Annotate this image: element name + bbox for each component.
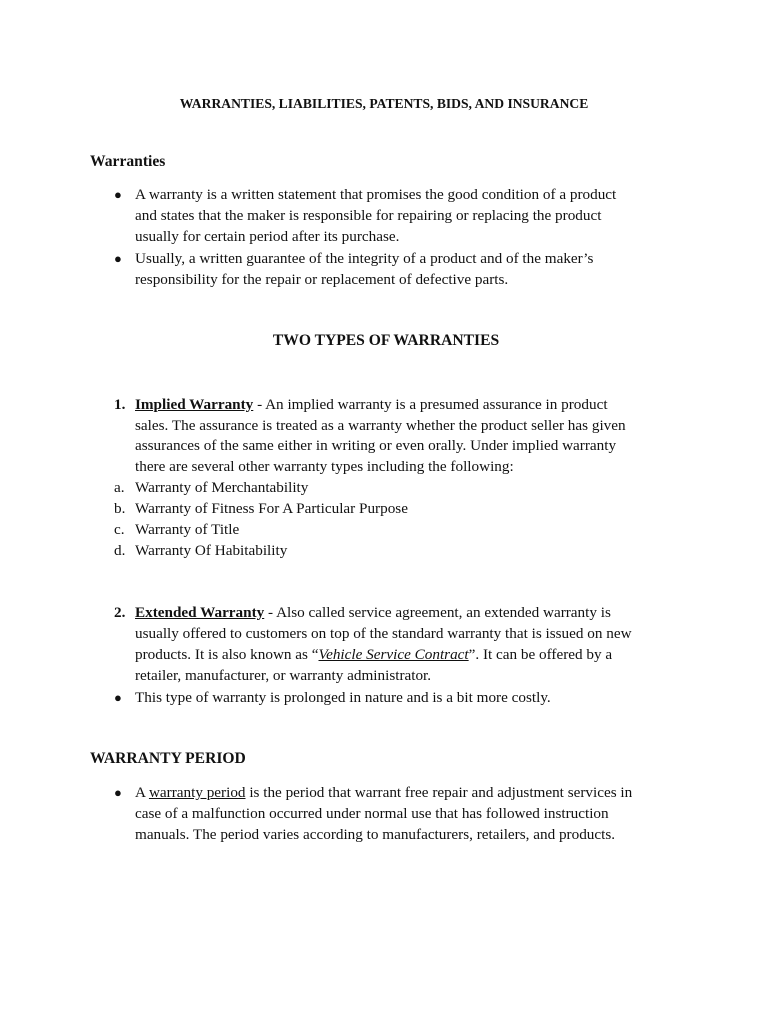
period-line-3: manuals. The period varies according to manufacturers, retailers, and products. [135, 826, 616, 843]
implied-warranty-term: Implied Warranty [135, 396, 254, 413]
bullet2-line-1: Usually, a written guarantee of the integrity of a product and of the maker’s [135, 250, 594, 267]
item1-line-3: assurances of the same either in writing or even orally. Under implied warranty [135, 437, 617, 454]
bullet-icon: ● [114, 785, 122, 800]
subitem-a: Warranty of Merchantability [135, 479, 309, 496]
list-number-2: 2. [114, 604, 126, 621]
period-line-1 [135, 783, 632, 803]
subitem-b: Warranty of Fitness For A Particular Purpose [135, 500, 408, 517]
list-number-1: 1. [114, 396, 126, 413]
sublist-letter-d: d. [114, 542, 126, 559]
item2-line-3-post: ”. It can be offered by a [468, 646, 613, 663]
bullet2-line-2: responsibility for the repair or replacement of defective parts. [135, 271, 509, 288]
item2-line-3 [135, 645, 612, 665]
bullet-icon: ● [114, 690, 122, 705]
period-line-2: case of a malfunction occurred under normal use that has followed instruction [135, 805, 609, 822]
bullet1-line-2: and states that the maker is responsible for repairing or replacing the product [135, 207, 602, 224]
sublist-letter-a: a. [114, 479, 125, 496]
item2-line-1-rest: - Also called service agreement, an extended warranty is [264, 604, 611, 621]
item1-line-2: sales. The assurance is treated as a warranty whether the product seller has given [135, 417, 626, 434]
extended-warranty-term: Extended Warranty [135, 604, 265, 621]
bullet1-line-3: usually for certain period after its purchase. [135, 228, 400, 245]
subitem-d: Warranty Of Habitability [135, 542, 288, 559]
document-title: WARRANTIES, LIABILITIES, PATENTS, BIDS, AND INSURANCE [179, 96, 589, 111]
item2-line-1 [135, 603, 611, 623]
item1-line-4: there are several other warranty types including the following: [135, 458, 514, 475]
section-heading-warranty-period: WARRANTY PERIOD [90, 750, 246, 767]
warranty-period-term: warranty period [148, 784, 246, 801]
bullet1-line-1: A warranty is a written statement that promises the good condition of a product [135, 186, 617, 203]
item2-bullet: This type of warranty is prolonged in nature and is a bit more costly. [135, 689, 551, 706]
item1-line-1 [135, 395, 608, 415]
period-line-1-post: is the period that warrant free repair and adjustment services in [245, 784, 633, 801]
item2-line-3-pre: products. It is also known as “ [135, 646, 319, 663]
period-line-1-pre: A [135, 784, 149, 801]
sublist-letter-c: c. [114, 521, 125, 538]
item2-line-4: retailer, manufacturer, or warranty administrator. [135, 667, 432, 684]
vehicle-service-contract-term: Vehicle Service Contract [318, 646, 469, 663]
sublist-letter-b: b. [114, 500, 126, 517]
item1-line-1-rest: - An implied warranty is a presumed assurance in product [253, 396, 608, 413]
item2-line-2: usually offered to customers on top of the standard warranty that is issued on new [135, 625, 632, 642]
section-heading-two-types: TWO TYPES OF WARRANTIES [272, 332, 500, 349]
bullet-icon: ● [114, 187, 122, 202]
section-heading-warranties: Warranties [90, 153, 166, 170]
subitem-c: Warranty of Title [135, 521, 240, 538]
bullet-icon: ● [114, 251, 122, 266]
